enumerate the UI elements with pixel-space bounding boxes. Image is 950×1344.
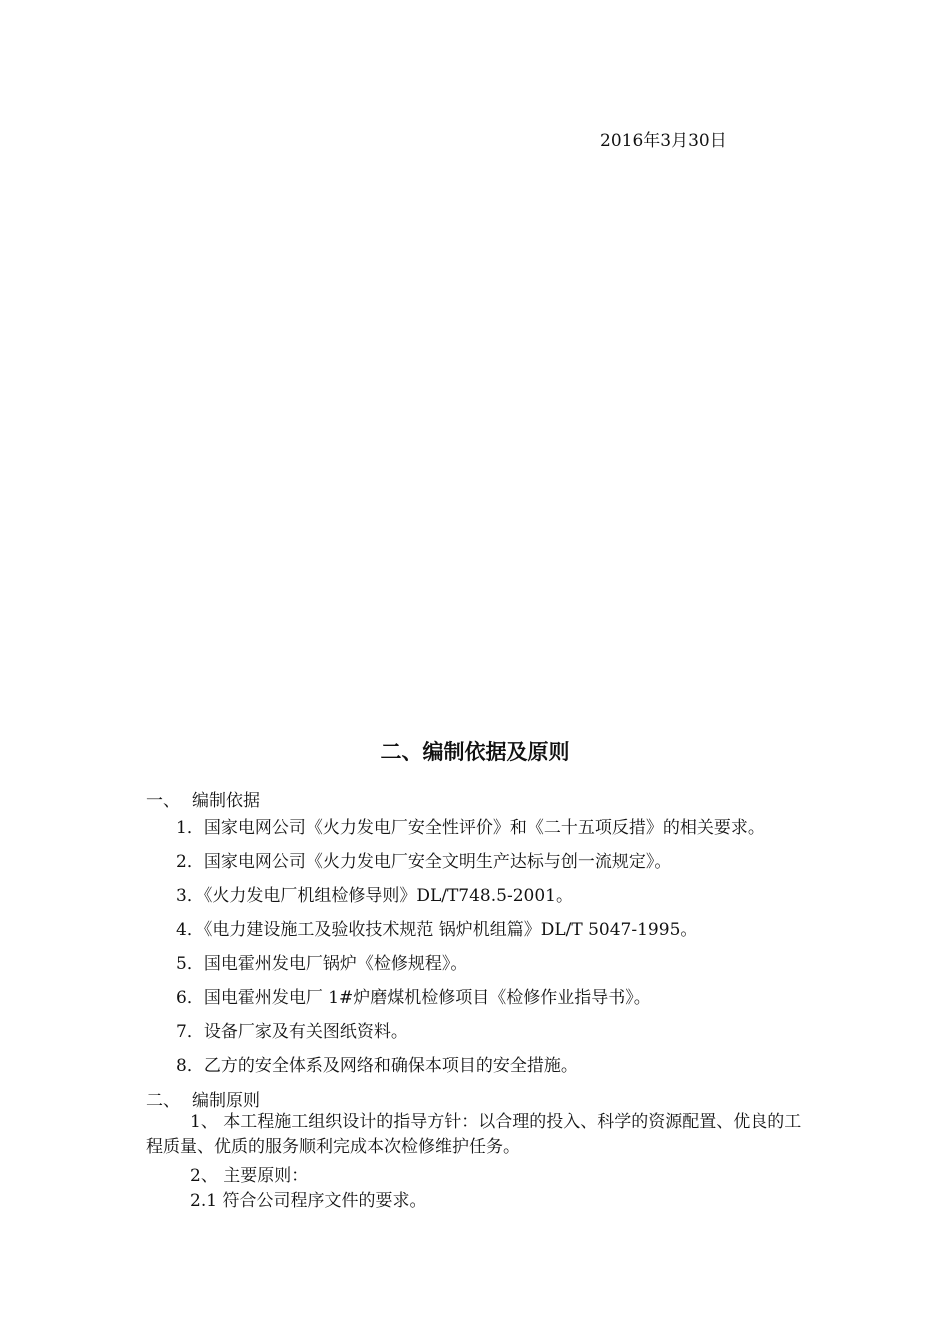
list-item: 8．乙方的安全体系及网络和确保本项目的安全措施。 xyxy=(176,1056,578,1076)
section-heading-principles xyxy=(146,1086,260,1111)
list-item: 7．设备厂家及有关图纸资料。 xyxy=(176,1022,408,1042)
list-item: 2．国家电网公司《火力发电厂安全文明生产达标与创一流规定》。 xyxy=(176,852,672,872)
principle-paragraph: 1、 本工程施工组织设计的指导方针：以合理的投入、科学的资源配置、优良的工程质量、优质的服务顺利完成本次检修维护任务。 xyxy=(146,1112,802,1157)
section-number: 二、 xyxy=(146,1091,180,1111)
list-item: 4．《电力建设施工及验收技术规范 锅炉机组篇》DL/T 5047-1995。 xyxy=(176,920,698,940)
section-number: 一、 xyxy=(146,791,180,811)
principle-subheading: 2、 主要原则： xyxy=(190,1166,309,1186)
list-item: 1．国家电网公司《火力发电厂安全性评价》和《二十五项反措》的相关要求。 xyxy=(176,818,765,838)
section-title: 二、编制依据及原则 xyxy=(380,740,570,764)
list-item: 6．国电霍州发电厂 1#炉磨煤机检修项目《检修作业指导书》。 xyxy=(176,988,651,1008)
section-label: 编制依据 xyxy=(192,791,260,811)
document-date: 2016年3月30日 xyxy=(600,131,727,151)
section-label: 编制原则 xyxy=(192,1091,260,1111)
section-heading-basis xyxy=(146,786,260,811)
principle-subitem: 2.1 符合公司程序文件的要求。 xyxy=(190,1191,427,1211)
list-item: 3．《火力发电厂机组检修导则》DL/T748.5-2001。 xyxy=(176,886,573,906)
list-item: 5．国电霍州发电厂锅炉《检修规程》。 xyxy=(176,954,468,974)
